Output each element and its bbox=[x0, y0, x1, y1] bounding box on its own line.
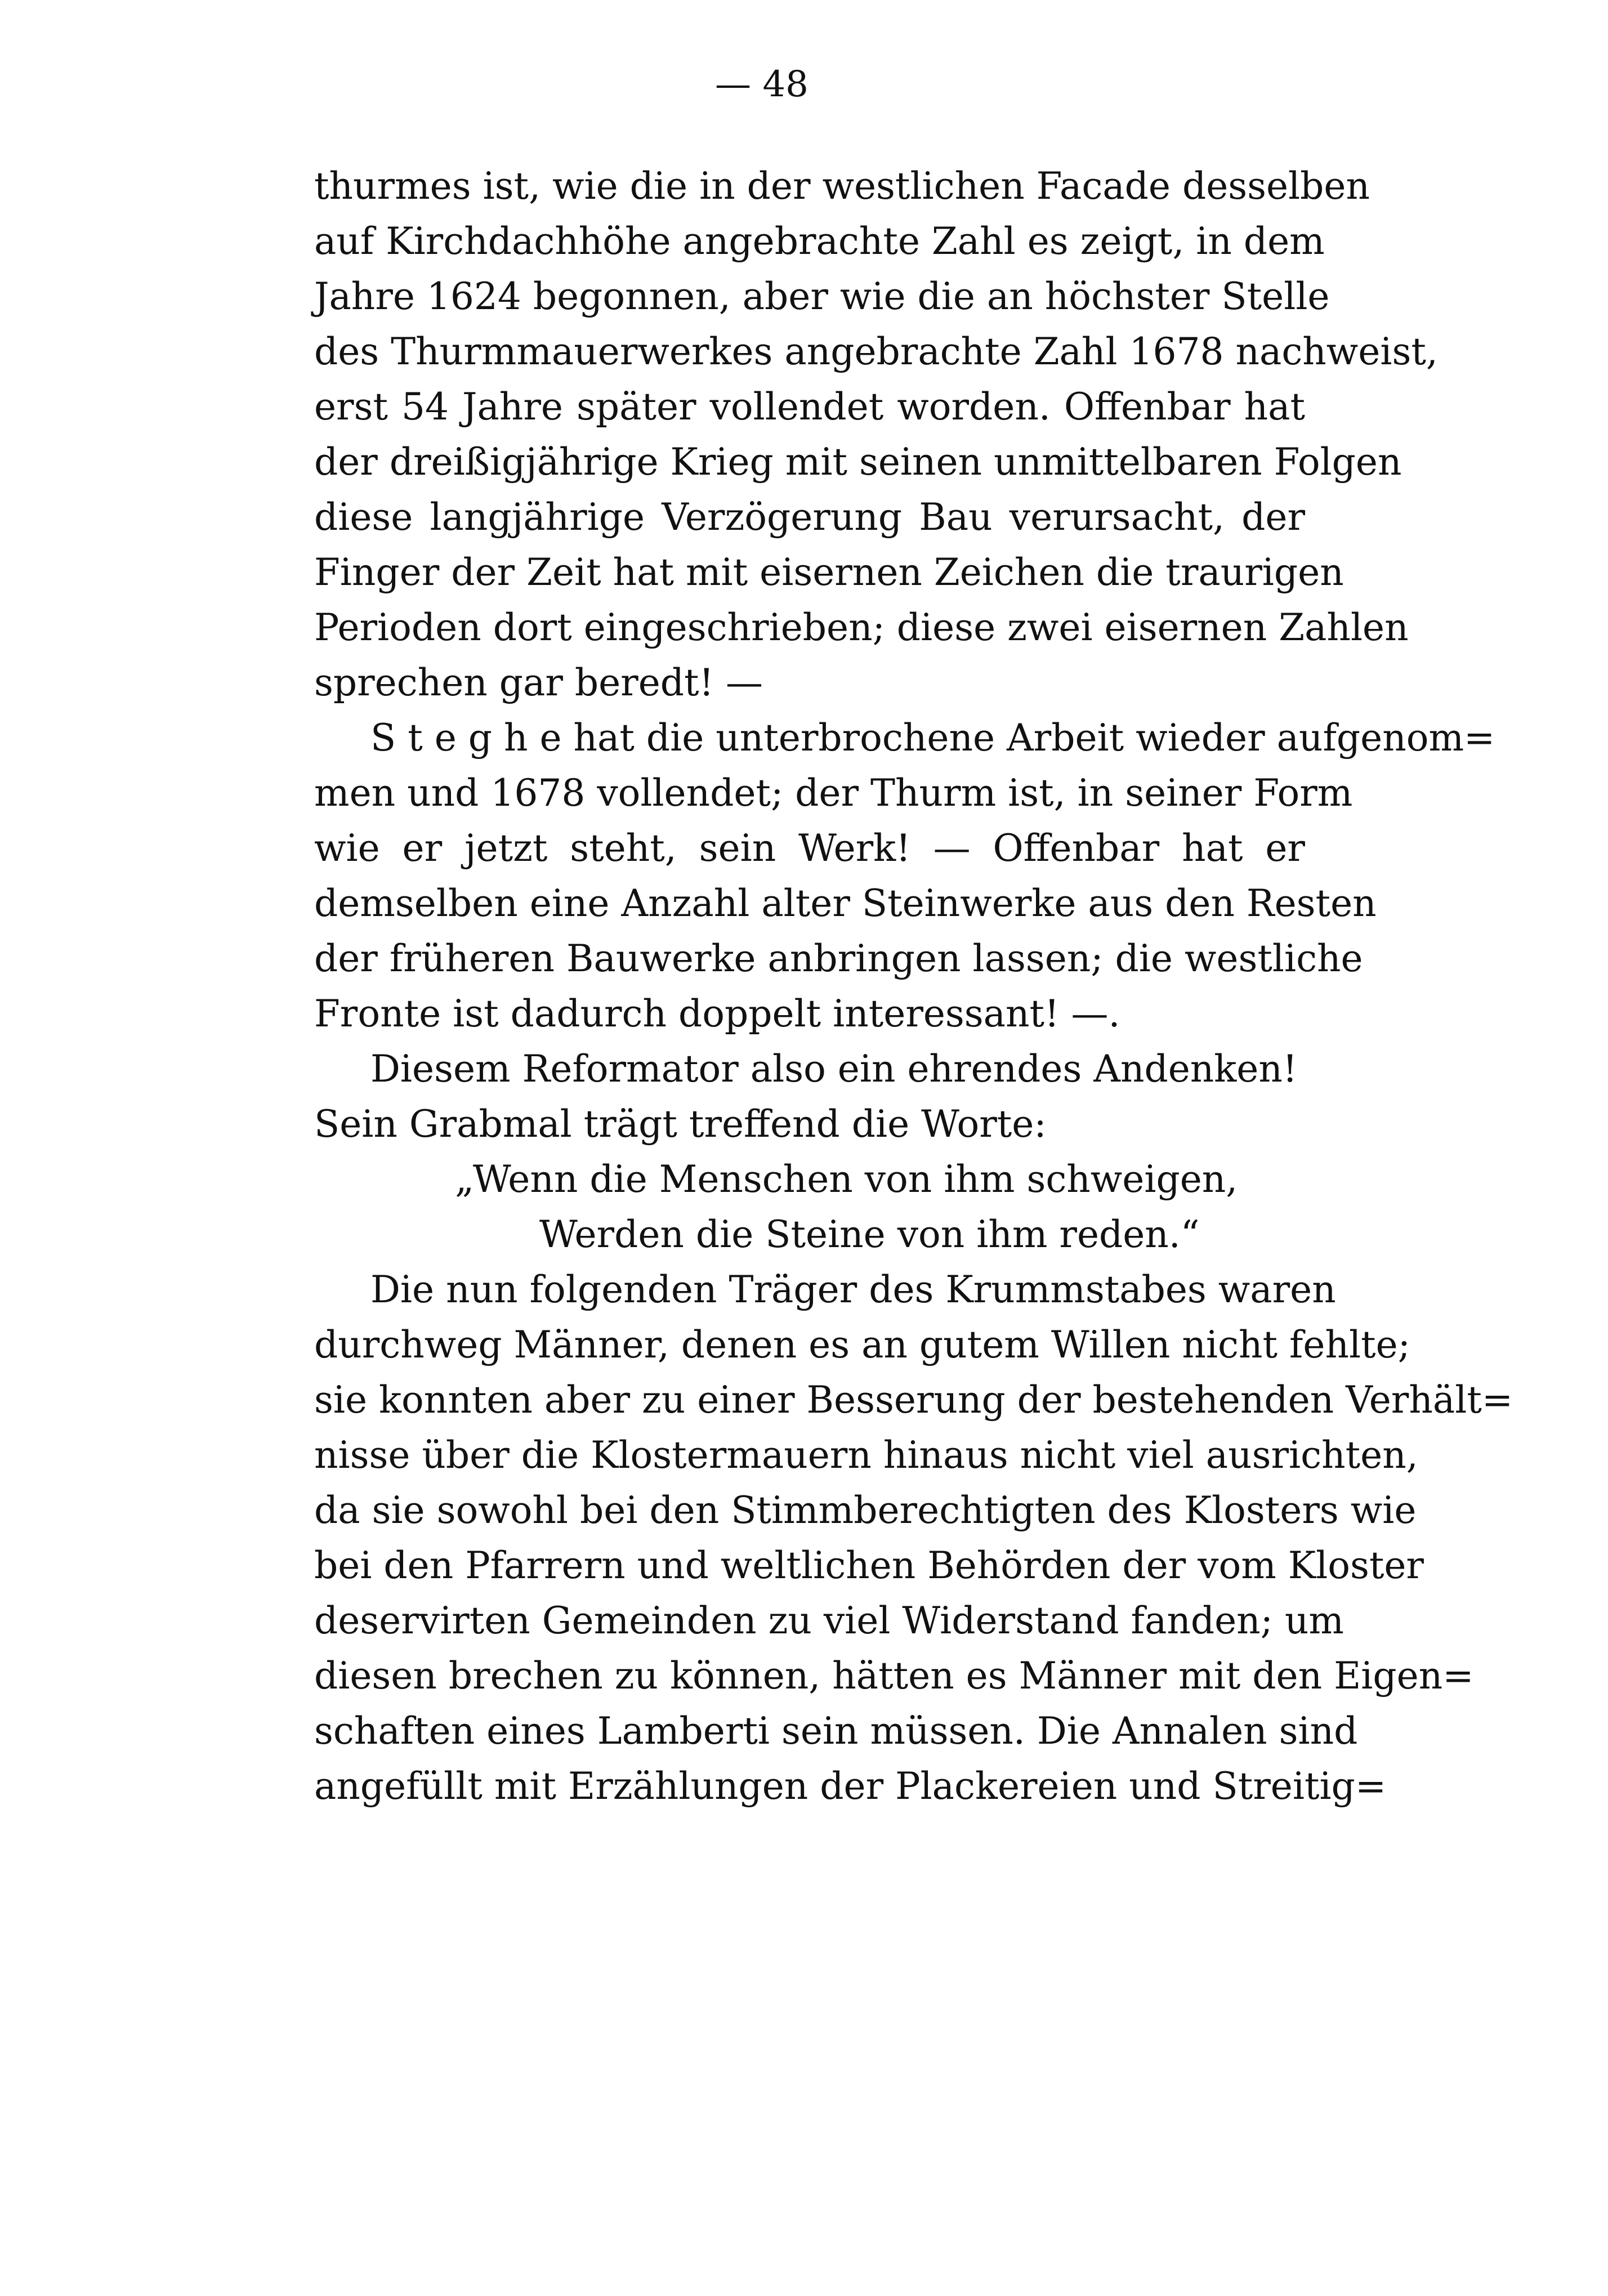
text-line: thurmes ist, wie die in der westlichen Facade desselben bbox=[314, 164, 1370, 208]
text-line: wie er jetzt steht, sein Werk! — Offenbar hat er bbox=[314, 827, 1305, 870]
text-line: men und 1678 vollendet; der Thurm ist, in seiner Form bbox=[314, 771, 1353, 815]
text-line: erst 54 Jahre später vollendet worden. Offenbar hat bbox=[314, 385, 1305, 428]
text-line: der früheren Bauwerke anbringen lassen; die westliche bbox=[314, 937, 1363, 980]
text-line: sprechen gar beredt! — bbox=[314, 661, 763, 704]
text-line: da sie sowohl bei den Stimmberechtigten des Klosters wie bbox=[314, 1489, 1417, 1532]
text-line: „Wenn die Menschen von ihm schweigen, bbox=[455, 1158, 1238, 1201]
text-line: schaften eines Lamberti sein müssen. Die Annalen sind bbox=[314, 1709, 1358, 1753]
text-line: diese langjährige Verzögerung Bau verursacht, der bbox=[314, 495, 1305, 539]
text-line: der dreißigjährige Krieg mit seinen unmittelbaren Folgen bbox=[314, 440, 1402, 484]
text-line: Jahre 1624 begonnen, aber wie die an höchster Stelle bbox=[314, 275, 1330, 318]
text-line: Finger der Zeit hat mit eisernen Zeichen die traurigen bbox=[314, 551, 1344, 594]
text-line: diesen brechen zu können, hätten es Männer mit den Eigen= bbox=[314, 1654, 1474, 1698]
text-line: demselben eine Anzahl alter Steinwerke aus den Resten bbox=[314, 882, 1377, 925]
text-line: des Thurmmauerwerkes angebrachte Zahl 1678 nachweist, bbox=[314, 330, 1438, 373]
text-line: Fronte ist dadurch doppelt interessant! —. bbox=[314, 992, 1120, 1035]
text-line: Werden die Steine von ihm reden.“ bbox=[539, 1213, 1200, 1256]
text-line: sie konnten aber zu einer Besserung der bestehenden Verhält= bbox=[314, 1378, 1513, 1422]
text-line: Die nun folgenden Träger des Krummstabes waren bbox=[370, 1268, 1336, 1311]
body-text bbox=[314, 159, 1513, 1814]
text-line: nisse über die Klostermauern hinaus nicht viel ausrichten, bbox=[314, 1433, 1418, 1477]
text-line: S t e g h e hat die unterbrochene Arbeit wieder aufgenom= bbox=[370, 716, 1495, 760]
text-line: auf Kirchdachhöhe angebrachte Zahl es zeigt, in dem bbox=[314, 220, 1325, 263]
text-line: Sein Grabmal trägt treffend die Worte: bbox=[314, 1102, 1047, 1146]
text-line: deservirten Gemeinden zu viel Widerstand fanden; um bbox=[314, 1599, 1344, 1642]
text-line: Perioden dort eingeschrieben; diese zwei eisernen Zahlen bbox=[314, 606, 1409, 649]
text-line: durchweg Männer, denen es an gutem Willen nicht fehlte; bbox=[314, 1323, 1410, 1366]
page-number: — 48 bbox=[715, 64, 809, 105]
text-line: Diesem Reformator also ein ehrendes Andenken! bbox=[370, 1047, 1298, 1091]
text-line: angefüllt mit Erzählungen der Plackereien und Streitig= bbox=[314, 1765, 1387, 1808]
text-line: bei den Pfarrern und weltlichen Behörden der vom Kloster bbox=[314, 1544, 1424, 1587]
